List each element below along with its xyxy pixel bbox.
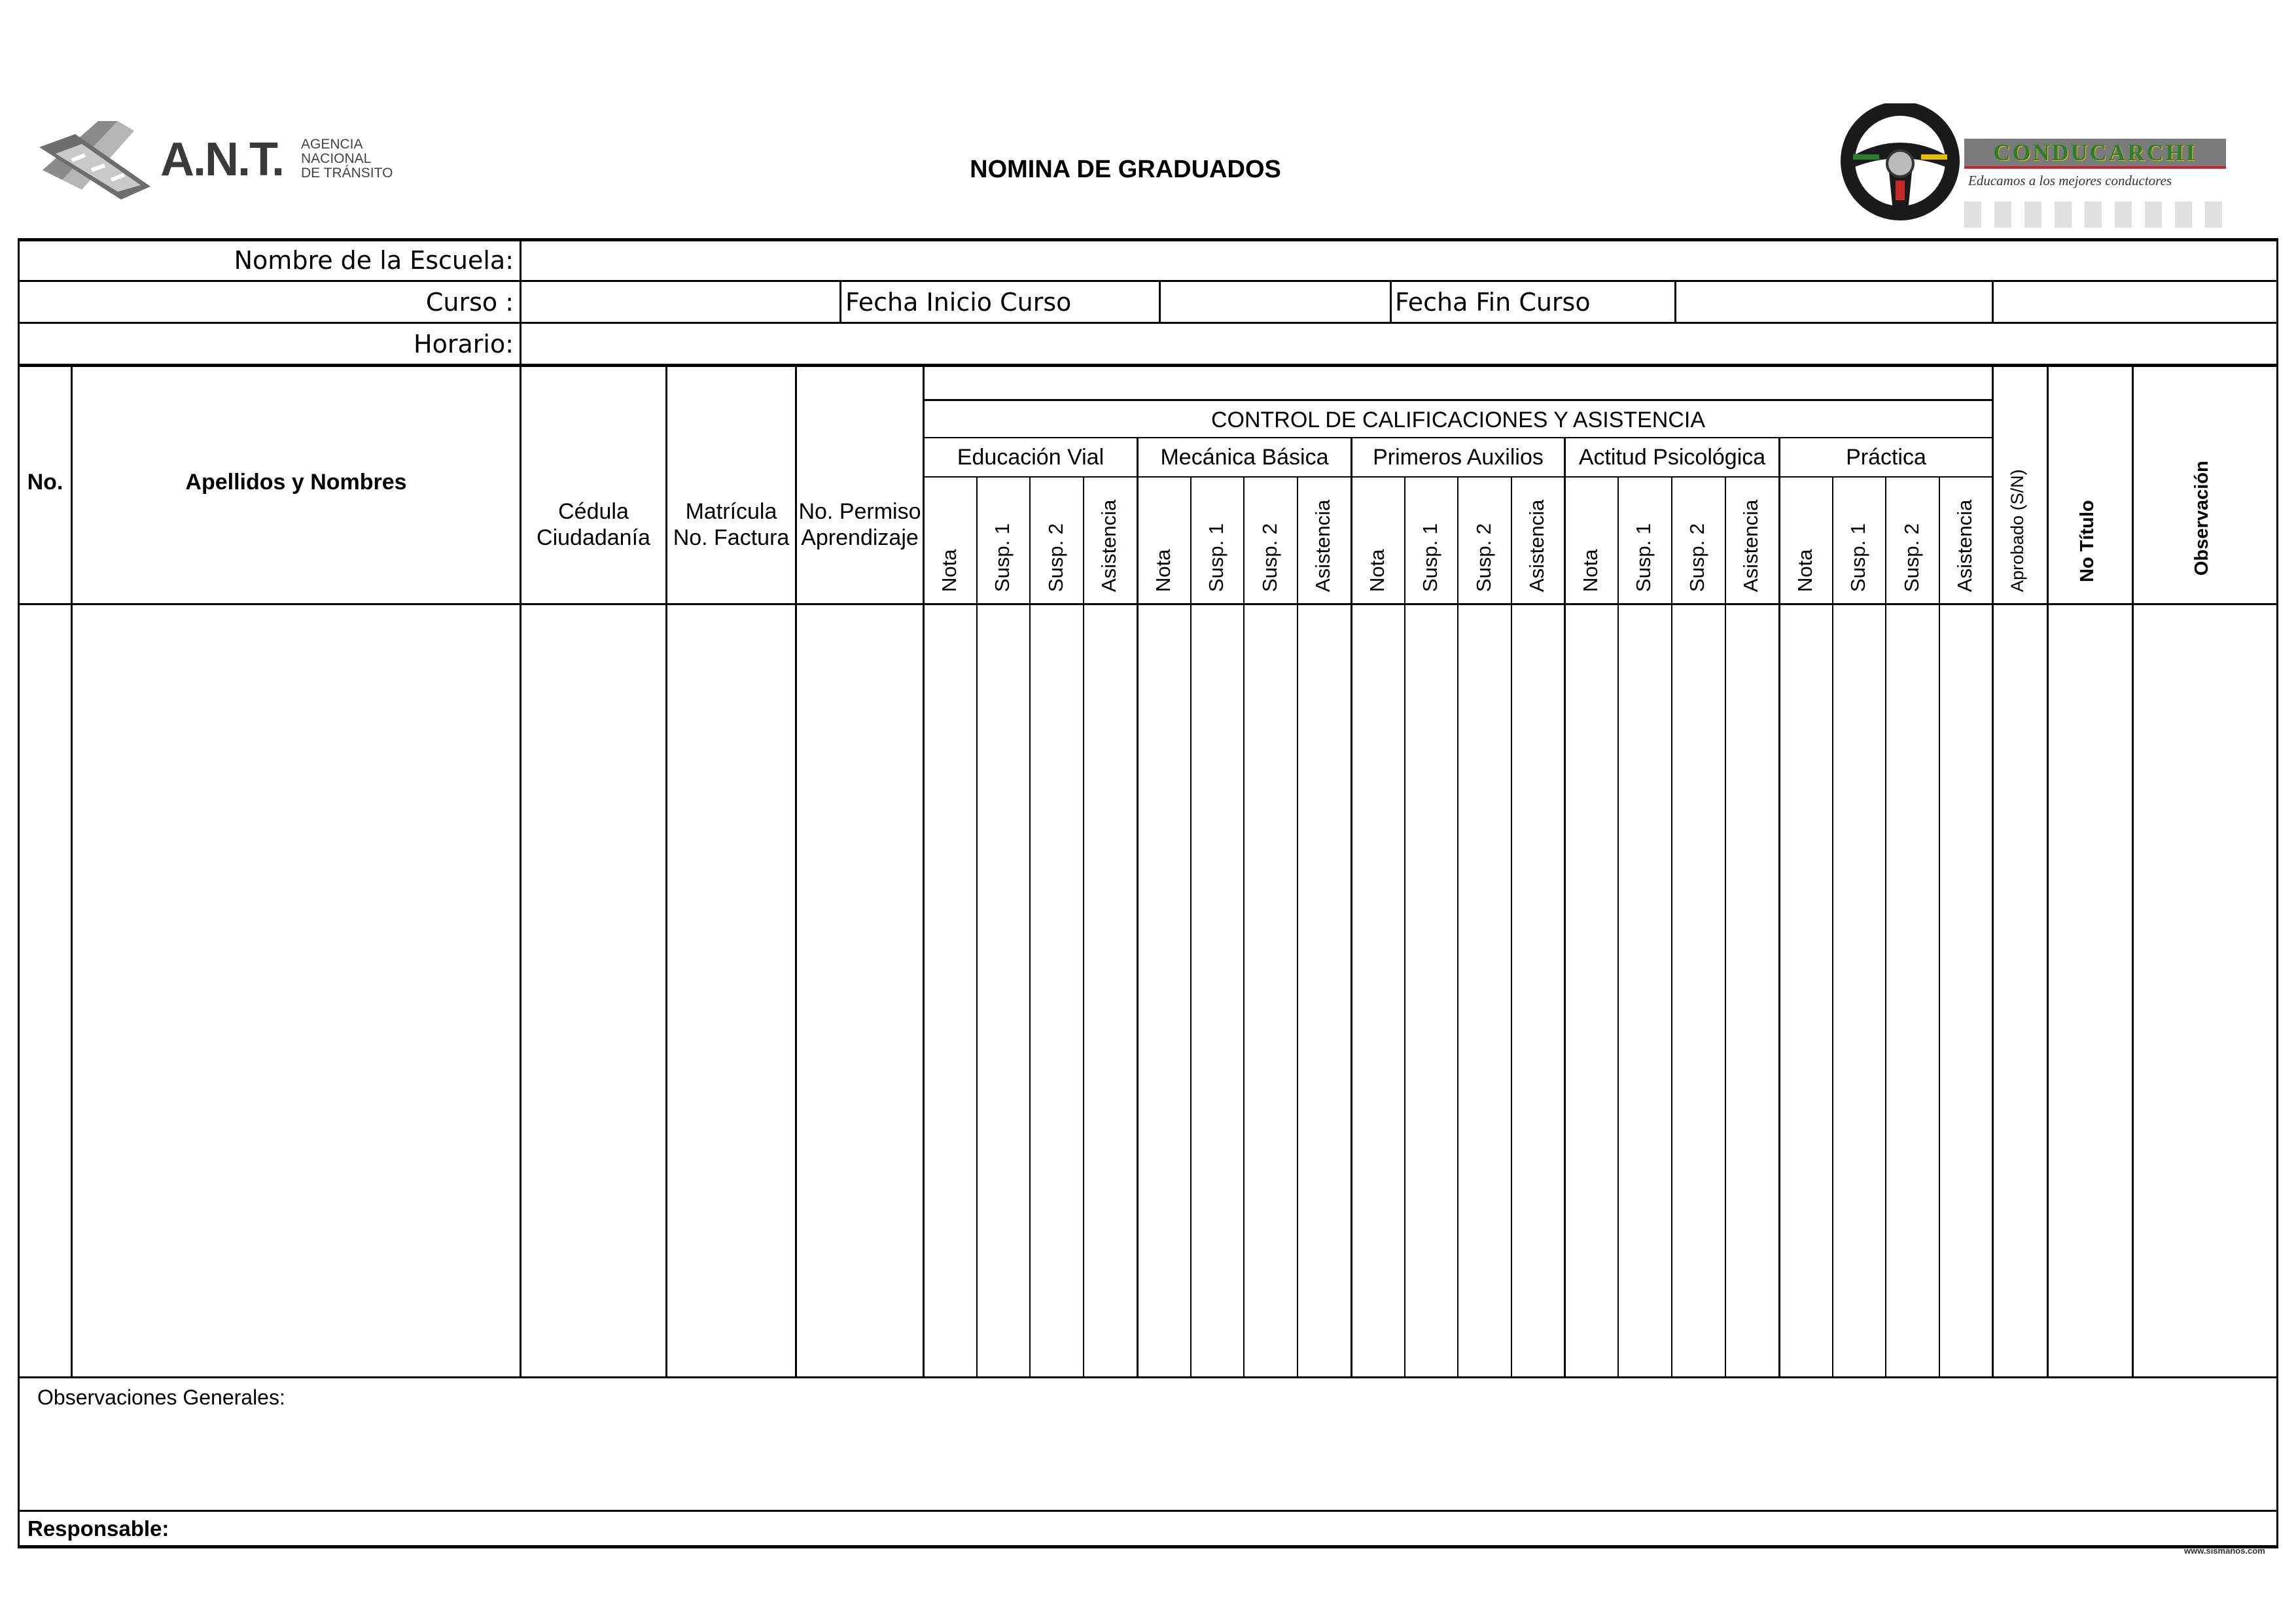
subcol-asistencia: Asistencia [1953,499,1976,592]
ant-sub-line: NACIONAL [301,151,372,166]
subcol-susp1: Susp. 1 [1846,523,1869,592]
subcol-susp2: Susp. 2 [1900,523,1923,592]
rule [520,238,521,364]
subcol-susp1: Susp. 1 [1632,523,1655,592]
subcol-nota: Nota [938,549,961,592]
subject-educacion-vial: Educación Vial [957,445,1104,470]
general-observations-label: Observaciones Generales: [37,1386,285,1409]
conducarchi-name: CONDUCARCHI [1964,139,2226,169]
rule [18,1545,2278,1548]
course-label: Curso : [425,288,514,317]
schedule-field[interactable] [523,326,2274,361]
header-line: Aprendizaje [801,525,919,550]
col-no-header: No. [27,470,63,495]
rule [18,1510,2278,1512]
subcol-asistencia: Asistencia [1097,499,1120,592]
subcol-susp2: Susp. 2 [1472,523,1495,592]
rule [18,238,2278,241]
col-enroll-header [667,498,795,551]
end-date-label: Fecha Fin Curso [1395,288,1591,317]
conducarchi-slogan: Educamos a los mejores conductores [1968,173,2172,188]
rule [1159,280,1161,322]
start-date-field[interactable] [1163,284,1388,319]
responsible-label: Responsable: [27,1516,169,1541]
col-names-header: Apellidos y Nombres [185,470,407,495]
control-title: CONTROL DE CALIFICACIONES Y ASISTENCIA [1210,408,1706,432]
end-date-field[interactable] [1678,284,1990,319]
rule [923,399,1994,401]
subcol-nota: Nota [1152,549,1174,592]
school-name-label: Nombre de la Escuela: [234,246,514,275]
rule [1390,280,1392,322]
rule [923,437,1994,438]
col-observation-header: Observación [2191,461,2212,576]
col-approved-header: Aprobado (S/N) [2007,469,2027,592]
subcol-susp2: Susp. 2 [1258,523,1281,592]
subcol-susp1: Susp. 1 [1419,523,1441,592]
watermark: www.sismanos.com [2184,1546,2265,1556]
header-line: Cédula [558,499,629,524]
course-field[interactable] [523,284,838,319]
rule [839,280,841,322]
subject-mecanica-basica: Mecánica Básica [1160,445,1329,470]
header-line: Matrícula [685,499,777,524]
subcol-asistencia: Asistencia [1525,499,1548,592]
rule [18,1376,2278,1378]
ant-sub-line: DE TRÁNSITO [301,166,393,181]
subcol-susp2: Susp. 2 [1686,523,1708,592]
subcol-nota: Nota [1793,549,1816,592]
rule [18,280,2278,282]
rule [2276,238,2278,1547]
rule [1992,280,1994,322]
document-title: NOMINA DE GRADUADOS [970,156,1281,183]
col-title-no-header: No Título [2077,500,2098,582]
subcol-asistencia: Asistencia [1739,499,1762,592]
ant-logo-name: A.N.T. [160,133,284,186]
start-date-label: Fecha Inicio Curso [845,288,1072,317]
rule [1674,280,1676,322]
header-line: No. Permiso [798,499,921,524]
subject-actitud-psicologica: Actitud Psicológica [1578,445,1766,470]
ant-sub-line: AGENCIA [301,137,363,152]
rule [18,364,2278,367]
subcol-asistencia: Asistencia [1311,499,1334,592]
schedule-label: Horario: [414,330,514,358]
students-table-body[interactable] [20,606,2276,1376]
subcol-nota: Nota [1579,549,1602,592]
school-name-field[interactable] [523,242,2274,277]
general-observations-field[interactable] [20,1416,2276,1509]
subcol-susp2: Susp. 2 [1044,523,1067,592]
subject-practica: Práctica [1846,445,1926,470]
subcol-susp1: Susp. 1 [991,523,1014,592]
subcol-susp1: Susp. 1 [1205,523,1227,592]
header-line: Ciudadanía [537,525,650,550]
subcol-nota: Nota [1366,549,1388,592]
header-line: No. Factura [673,525,790,550]
subject-primeros-auxilios: Primeros Auxilios [1373,445,1544,470]
rule [18,322,2278,324]
responsible-field[interactable] [183,1512,2274,1544]
col-permit-header [797,498,923,551]
col-id-header [521,498,665,551]
